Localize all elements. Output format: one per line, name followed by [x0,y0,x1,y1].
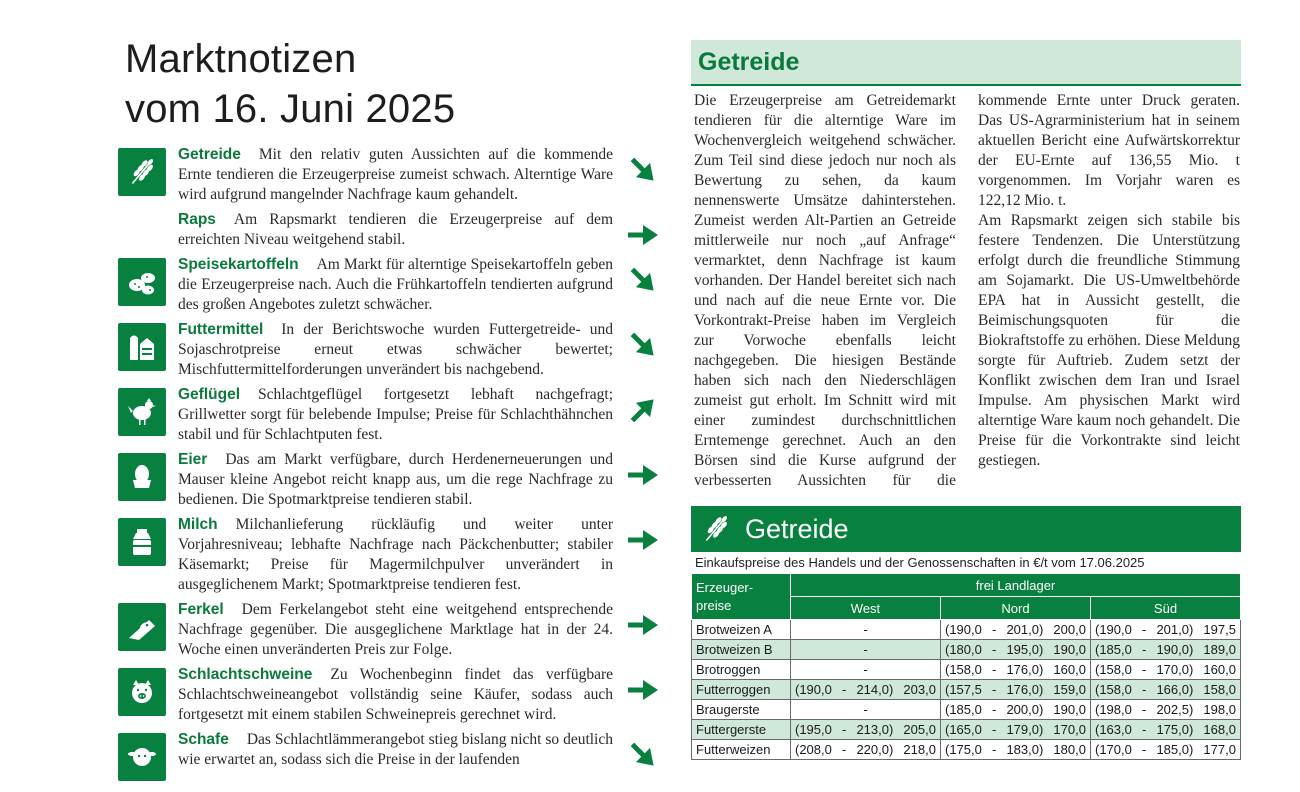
market-note-text [178,255,613,315]
table-banner [691,506,1241,552]
price-cell [941,720,1091,740]
price-cell [941,740,1091,760]
article-banner [691,40,1241,86]
price-cell [791,620,941,640]
market-note-heading: Geflügel [178,386,241,403]
range-dash: - [1141,682,1147,697]
price-range-high: 195,0) [1006,642,1044,657]
price-cell [941,700,1091,720]
price-cell [941,660,1091,680]
row-label: Futterweizen [692,740,791,760]
price-value: 180,0 [1053,742,1086,757]
region-header: Nord [941,597,1091,620]
range-dash: - [991,622,997,637]
price-cell [791,740,941,760]
price-empty: - [863,622,868,637]
market-note-body: Schlachtgeflügel fortgesetzt lebhaft nachgefragt; Grillwetter sorgt für belebende Impulse; Preise für Schlachthähnchen stabil und für Schlachtputen fest. [178,386,613,443]
price-value: 203,0 [903,682,936,697]
market-note-text [178,385,613,445]
range-dash: - [1141,662,1147,677]
market-note-eier [118,450,678,512]
market-note-body: Zu Wochenbeginn findet das verfügbare Schlachtschweineangebot vollständig seine Käufer, sodass auch fortgesetzt mit einem stabilen Schweinepreis gerechnet wird. [178,666,613,723]
table-caption: Einkaufspreise des Handels und der Genossenschaften in €/t vom 17.06.2025 [695,555,1145,570]
price-range-low: (158,0 [1095,682,1132,697]
range-dash: - [1141,742,1147,757]
chicken-icon [118,388,166,436]
price-cell [791,700,941,720]
price-value: 160,0 [1053,662,1086,677]
price-range-high: 176,0) [1006,682,1044,697]
article-paragraph: Am Rapsmarkt zeigen sich stabile bis festere Tendenzen. Die Unterstützung erfolgt durch die freundliche Stimmung am Sojamarkt. Die US-Umweltbehörde EPA hat in Aussicht gestellt, die Beimischungsquoten für die Biokraftstoffe zu erhöhen. Diese Meldung sorgte für Auftrieb. Zudem setzt der Konflikt zwischen dem Iran und Israel Impulse. Am physischen Markt wird alterntige Ware kaum noch gehandelt. Die Preise für die Vorkontrakte sind leicht gestiegen. [978,212,1240,469]
trend-arrow-flat-icon [626,608,660,642]
range-dash: - [841,722,847,737]
price-range-low: (185,0 [1095,642,1132,657]
range-dash: - [1141,722,1147,737]
price-table [691,573,1241,760]
price-value: 200,0 [1053,622,1086,637]
price-range-high: 201,0) [1156,622,1194,637]
price-range-high: 176,0) [1006,662,1044,677]
price-empty: - [863,662,868,677]
egg-icon [118,453,166,501]
price-cell [1091,720,1241,740]
market-note-speisekartoffeln [118,255,678,317]
range-dash: - [1141,622,1147,637]
price-cell [1091,700,1241,720]
range-dash: - [991,722,997,737]
trend-arrow-flat-icon [626,458,660,492]
market-note-heading: Speisekartoffeln [178,256,299,273]
price-range-low: (165,0 [945,722,982,737]
price-value: 218,0 [903,742,936,757]
article-body [694,91,1240,491]
price-cell [1091,620,1241,640]
price-range-high: 213,0) [856,722,894,737]
price-cell [791,640,941,660]
market-note-body: Das Schlachtlämmerangebot stieg bislang nicht so deutlich wie erwartet an, sodass sich die Preise in der laufenden [178,731,613,768]
price-range-low: (170,0 [1095,742,1132,757]
table-row [692,740,1241,760]
price-cell [941,680,1091,700]
article-paragraph: Die Erzeugerpreise am Getreidemarkt tendieren für die alterntige Ware im Wochenvergleich weitgehend schwächer. Zum Teil sind diese jedoch nur noch als Bewertung zu sehen, da kaum nennenswerte Umsätze dahinterstehen. Zumeist werden Alt-Partien an Getreide mittlerweile nur noch „auf Anfrage“ vermarktet, denn Nachfrage ist kaum vorhanden. Der Handel bereitet sich nach und nach auf die neue Ernte vor. Die Vorkontrakt-Preise haben im Vergleich zur Vorwoche ebenfalls leicht nachgegeben. Die hiesigen Bestände haben sich nach den Niederschlägen zumeist gut erholt. Im Schnitt wird mit einer zumindest durchschnittlichen Erntemenge gerechnet. Auch an den Börsen sind die Kurse aufgrund der verbesserten Aussichten für die kommende Ernte unter Druck geraten. Das US-Agrarministerium hat in seinem aktuellen Bericht eine Aufwärtskorrektur der EU-Ernte auf 136,55 Mio. t vorgenommen. Im Vorjahr waren es 122,12 Mio. t. [694,92,1240,489]
range-dash: - [841,682,847,697]
price-value: 160,0 [1203,662,1236,677]
market-note-text [178,450,613,510]
table-row [692,660,1241,680]
price-cell [941,620,1091,640]
table-row [692,720,1241,740]
trend-arrow-flat-icon [626,673,660,707]
trend-arrow-down-icon [626,738,660,772]
range-dash: - [991,642,997,657]
price-cell [791,660,941,680]
price-range-low: (185,0 [945,702,982,717]
table-corner-label: Erzeuger- preise [692,574,791,620]
feed-silo-icon [118,323,166,371]
price-value: 205,0 [903,722,936,737]
table-row [692,680,1241,700]
price-range-low: (157,5 [945,682,982,697]
trend-arrow-flat-icon [626,218,660,252]
milk-can-icon [118,518,166,566]
price-cell [1091,640,1241,660]
market-note-heading: Schafe [178,731,229,748]
price-empty: - [863,642,868,657]
price-cell [1091,680,1241,700]
price-value: 190,0 [1053,702,1086,717]
price-range-high: 175,0) [1156,722,1194,737]
price-cell [791,680,941,700]
price-range-low: (195,0 [795,722,832,737]
market-note-heading: Eier [178,451,208,468]
price-cell [941,640,1091,660]
sheep-icon [118,733,166,781]
market-note-schafe [118,730,678,792]
price-range-low: (158,0 [945,662,982,677]
market-note-text [178,210,613,250]
price-cell [1091,660,1241,680]
price-range-high: 220,0) [856,742,894,757]
range-dash: - [1141,642,1147,657]
price-range-high: 202,5) [1156,702,1194,717]
price-value: 158,0 [1203,682,1236,697]
price-range-high: 185,0) [1156,742,1194,757]
piglet-icon [118,603,166,651]
market-note-milch [118,515,678,593]
table-row [692,700,1241,720]
market-note-getreide [118,145,678,207]
market-note-body: In der Berichtswoche wurden Futtergetreide- und Sojaschrotpreise erneut etwas schwächer bewertet; Mischfuttermittelforderungen unverändert bis nachgebend. [178,321,613,378]
market-note-heading: Futtermittel [178,321,264,338]
range-dash: - [841,742,847,757]
trend-arrow-flat-icon [626,523,660,557]
region-header: Süd [1091,597,1241,620]
row-label: Braugerste [692,700,791,720]
table-heading: Getreide [745,514,849,544]
price-range-low: (180,0 [945,642,982,657]
page-title-line2: vom 16. Juni 2025 [125,87,456,131]
market-note-body: Am Markt für alterntige Speisekartoffeln geben die Erzeugerpreise nach. Auch die Frühkartoffeln tendierten aufgrund des großen Angebotes zuletzt schwächer. [178,256,613,313]
market-note-heading: Ferkel [178,601,224,618]
price-range-low: (198,0 [1095,702,1132,717]
market-note-ferkel [118,600,678,662]
price-value: 177,0 [1203,742,1236,757]
price-range-low: (190,0 [1095,622,1132,637]
price-range-high: 200,0) [1006,702,1044,717]
market-note-heading: Schlachtschweine [178,666,313,683]
price-range-high: 190,0) [1156,642,1194,657]
price-range-high: 179,0) [1006,722,1044,737]
trend-arrow-down-icon [626,263,660,297]
price-value: 189,0 [1203,642,1236,657]
market-note-geflügel [118,385,678,447]
row-label: Futterroggen [692,680,791,700]
market-note-body: Mit den relativ guten Aussichten auf die kommende Ernte tendieren die Erzeugerpreise zumeist schwach. Alterntige Ware wird aufgrund mangelnder Nachfrage kaum gehandelt. [178,146,613,203]
market-note-text [178,730,613,770]
price-range-high: 201,0) [1006,622,1044,637]
price-range-low: (208,0 [795,742,832,757]
range-dash: - [991,682,997,697]
page-title-line1: Marktnotizen [125,37,357,81]
market-note-heading: Raps [178,211,216,228]
market-note-body: Am Rapsmarkt tendieren die Erzeugerpreise auf dem erreichten Niveau weitgehend stabil. [178,211,613,248]
price-value: 197,5 [1203,622,1236,637]
price-value: 168,0 [1203,722,1236,737]
potato-icon [118,258,166,306]
market-note-text [178,320,613,380]
page-title [125,34,455,134]
price-value: 190,0 [1053,642,1086,657]
table-group-label: frei Landlager [791,574,1241,597]
market-note-heading: Milch [178,516,218,533]
range-dash: - [991,702,997,717]
market-note-body: Das am Markt verfügbare, durch Herdenerneuerungen und Mauser kleine Angebot reicht knapp aus, um die rege Nachfrage zu bedienen. Die Spotmarktpreise tendieren stabil. [178,451,613,508]
pig-icon [118,668,166,716]
market-note-heading: Getreide [178,146,241,163]
trend-arrow-down-icon [626,328,660,362]
price-range-high: 214,0) [856,682,894,697]
market-note-text [178,665,613,725]
price-empty: - [863,702,868,717]
region-header: West [791,597,941,620]
market-note-text [178,145,613,205]
article-heading: Getreide [698,48,800,76]
price-range-low: (163,0 [1095,722,1132,737]
row-label: Brotroggen [692,660,791,680]
wheat-icon [699,512,733,546]
range-dash: - [991,742,997,757]
price-range-low: (190,0 [945,622,982,637]
price-value: 170,0 [1053,722,1086,737]
price-value: 198,0 [1203,702,1236,717]
table-row [692,640,1241,660]
price-cell [1091,740,1241,760]
price-value: 159,0 [1053,682,1086,697]
row-label: Brotweizen B [692,640,791,660]
price-range-high: 166,0) [1156,682,1194,697]
range-dash: - [991,662,997,677]
row-label: Futtergerste [692,720,791,740]
price-cell [791,720,941,740]
market-note-body: Dem Ferkelangebot steht eine weitgehend entsprechende Nachfrage gegenüber. Die ausgeglichene Marktlage hat in der 24. Woche einen unveränderten Preis zur Folge. [178,601,613,658]
price-range-low: (158,0 [1095,662,1132,677]
price-range-low: (190,0 [795,682,832,697]
price-range-high: 183,0) [1006,742,1044,757]
trend-arrow-up-icon [626,393,660,427]
trend-arrow-down-icon [626,153,660,187]
table-row [692,620,1241,640]
market-note-futtermittel [118,320,678,382]
price-range-low: (175,0 [945,742,982,757]
market-note-schlachtschweine [118,665,678,727]
price-range-high: 170,0) [1156,662,1194,677]
range-dash: - [1141,702,1147,717]
row-label: Brotweizen A [692,620,791,640]
market-note-body: Milchanlieferung rückläufig und weiter unter Vorjahresniveau; lebhafte Nachfrage nach Päckchenbutter; stabiler Käsemarkt; Preise für Magermilchpulver unverändert in ausgeglichenem Markt; Spotmarktpreise tendieren fest. [178,516,613,593]
market-note-text [178,600,613,660]
wheat-icon [118,148,166,196]
market-note-text [178,515,613,595]
